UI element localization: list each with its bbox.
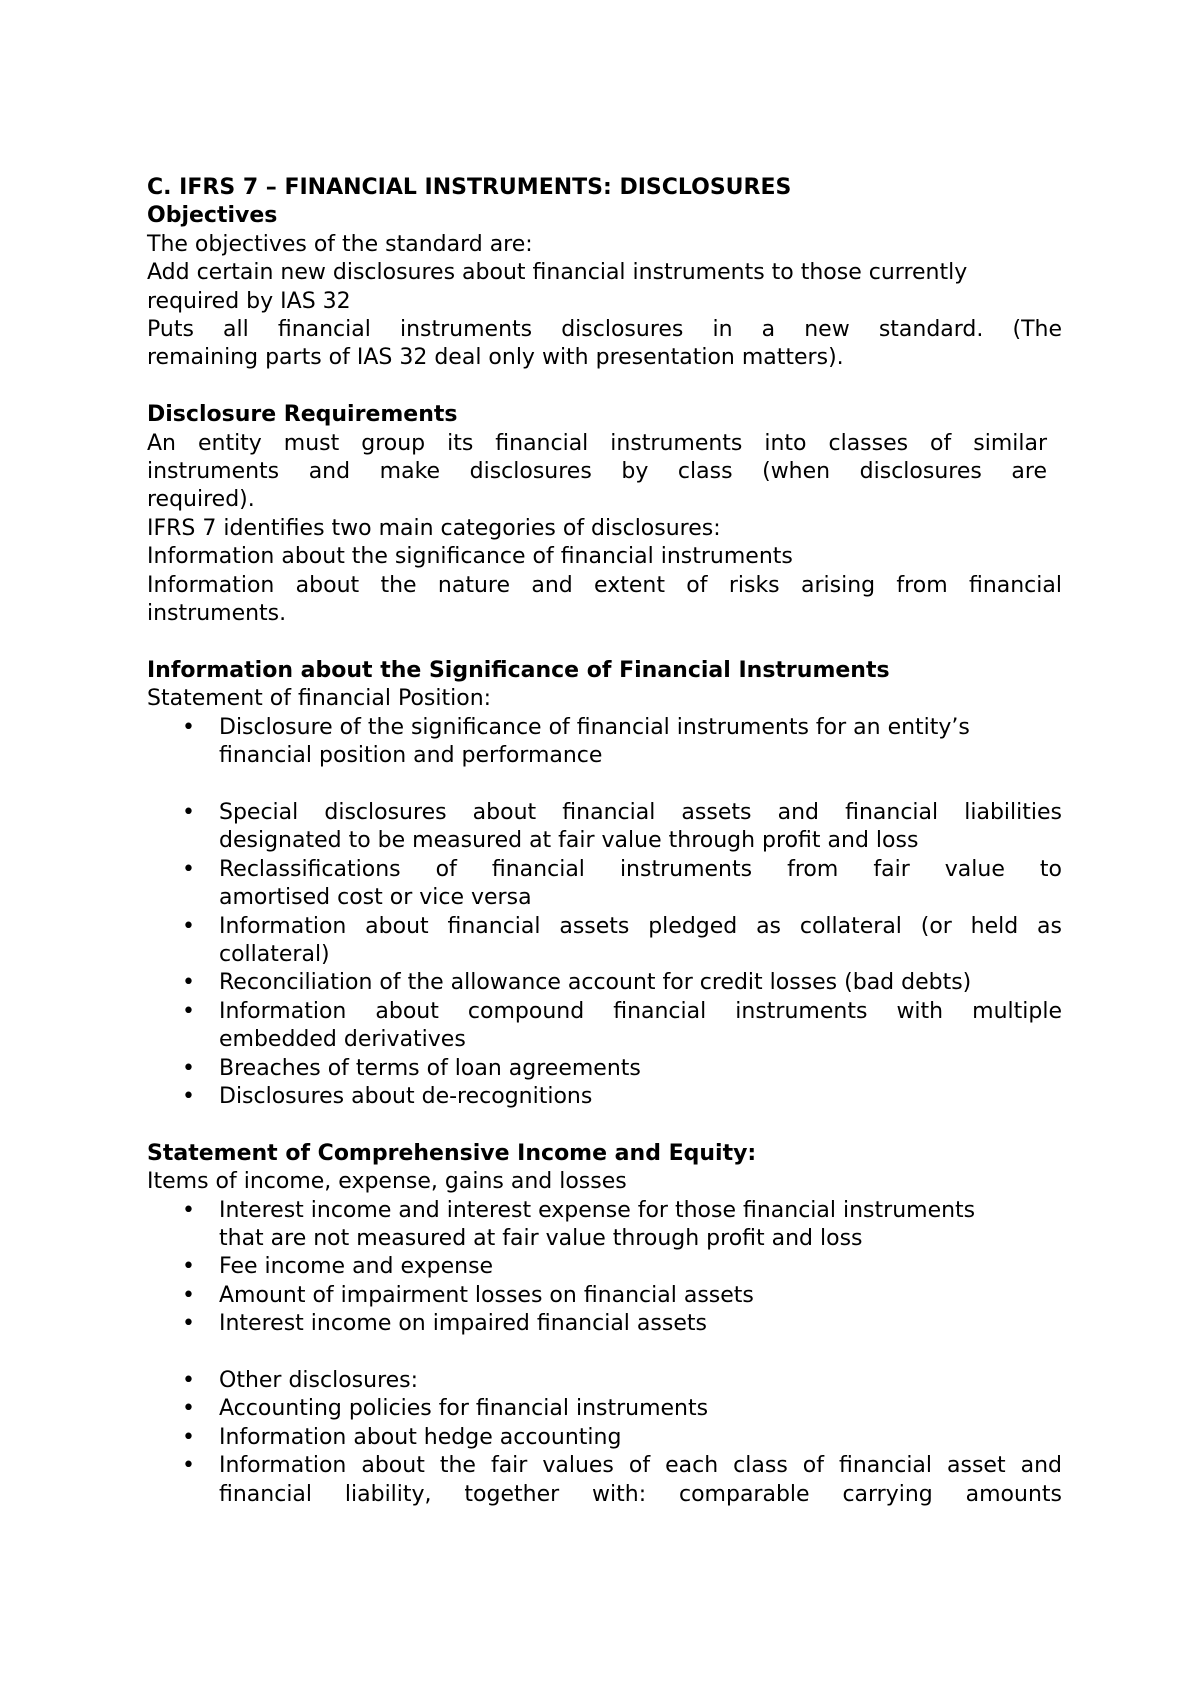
list-item xyxy=(147,1367,1062,1395)
bullet-icon: • xyxy=(182,1453,195,1479)
disclosure-line: Information about the significance of financial instruments xyxy=(147,544,793,570)
list-item-text: Interest income on impaired financial assets xyxy=(219,1311,707,1337)
disclosure-heading: Disclosure Requirements xyxy=(147,402,458,428)
bullet-icon: • xyxy=(182,714,195,740)
list-item-text: amortised cost or vice versa xyxy=(219,885,532,911)
bullet-icon: • xyxy=(182,1282,195,1308)
objectives-line: Add certain new disclosures about financial instruments to those currently xyxy=(147,260,968,286)
bullet-icon: • xyxy=(182,856,195,882)
list-item-text: Fee income and expense xyxy=(219,1254,494,1280)
bullet-icon: • xyxy=(182,913,195,939)
list-item-text: Amount of impairment losses on financial assets xyxy=(219,1282,754,1308)
other-disclosures-list xyxy=(147,1367,1062,1509)
bullet-icon: • xyxy=(182,1254,195,1280)
list-item xyxy=(147,1282,1062,1310)
list-item-text: collateral) xyxy=(219,941,330,967)
list-item xyxy=(147,1083,1062,1111)
list-item-text: Information about compound financial instruments with multiple xyxy=(219,998,1062,1024)
objectives-section xyxy=(147,202,1062,372)
list-item-text: Disclosures about de-recognitions xyxy=(219,1083,593,1109)
list-item-text: financial liability, together with: comparable carrying amounts xyxy=(219,1481,1062,1507)
disclosure-line: IFRS 7 identifies two main categories of disclosures: xyxy=(147,515,721,541)
bullet-icon: • xyxy=(182,998,195,1024)
significance-list xyxy=(147,799,1062,1111)
income-section xyxy=(147,1140,1062,1509)
income-list xyxy=(147,1197,1062,1339)
bullet-icon: • xyxy=(182,970,195,996)
income-subheading: Items of income, expense, gains and losses xyxy=(147,1169,627,1195)
disclosure-line: required). xyxy=(147,487,255,513)
list-item xyxy=(147,1452,1062,1509)
list-item-text: Information about the fair values of each class of financial asset and xyxy=(219,1453,1062,1479)
significance-section xyxy=(147,657,1062,1111)
disclosure-requirements-section xyxy=(147,401,1062,628)
objectives-line: Puts all financial instruments disclosures in a new standard. (The xyxy=(147,317,1062,343)
list-item-text: Breaches of terms of loan agreements xyxy=(219,1055,641,1081)
list-item-text: Information about financial assets pledged as collateral (or held as xyxy=(219,913,1062,939)
spacer xyxy=(147,628,1062,656)
list-item xyxy=(147,969,1062,997)
disclosure-line: An entity must group its financial instruments into classes of similar xyxy=(147,430,1047,456)
list-item-text: Reconciliation of the allowance account for credit losses (bad debts) xyxy=(219,970,972,996)
objectives-line: remaining parts of IAS 32 deal only with presentation matters). xyxy=(147,345,844,371)
disclosure-line: Information about the nature and extent of risks arising from financial xyxy=(147,572,1062,598)
spacer xyxy=(147,373,1062,401)
list-item xyxy=(147,1055,1062,1083)
income-heading: Statement of Comprehensive Income and Equity: xyxy=(147,1140,757,1166)
objectives-intro: The objectives of the standard are: xyxy=(147,231,533,257)
significance-list xyxy=(147,714,1062,771)
list-item-text: embedded derivatives xyxy=(219,1027,466,1053)
list-item xyxy=(147,799,1062,856)
list-item-text: Accounting policies for financial instruments xyxy=(219,1396,709,1422)
document-title: C. IFRS 7 – FINANCIAL INSTRUMENTS: DISCLOSURES xyxy=(147,175,792,200)
list-item-text: Other disclosures: xyxy=(219,1367,419,1393)
spacer xyxy=(147,771,1062,799)
bullet-icon: • xyxy=(182,799,195,825)
list-item-text: Special disclosures about financial assets and financial liabilities xyxy=(219,799,1062,825)
bullet-icon: • xyxy=(182,1055,195,1081)
objectives-heading: Objectives xyxy=(147,203,278,229)
bullet-icon: • xyxy=(182,1424,195,1450)
list-item xyxy=(147,856,1062,913)
bullet-icon: • xyxy=(182,1311,195,1337)
significance-heading: Information about the Significance of Financial Instruments xyxy=(147,657,890,683)
spacer xyxy=(147,1339,1062,1367)
bullet-icon: • xyxy=(182,1197,195,1223)
list-item xyxy=(147,714,1062,771)
list-item-text: Interest income and interest expense for those financial instruments xyxy=(219,1197,976,1223)
disclosure-line: instruments and make disclosures by class (when disclosures are xyxy=(147,459,1047,485)
bullet-icon: • xyxy=(182,1083,195,1109)
list-item xyxy=(147,1424,1062,1452)
document-page xyxy=(147,174,1062,1509)
list-item xyxy=(147,1197,1062,1254)
list-item xyxy=(147,913,1062,970)
bullet-icon: • xyxy=(182,1396,195,1422)
list-item-text: financial position and performance xyxy=(219,743,603,769)
list-item-text: Information about hedge accounting xyxy=(219,1424,622,1450)
significance-subheading: Statement of financial Position: xyxy=(147,686,492,712)
list-item-text: Reclassifications of financial instruments from fair value to xyxy=(219,856,1062,882)
objectives-line: required by IAS 32 xyxy=(147,288,351,314)
list-item xyxy=(147,1310,1062,1338)
spacer xyxy=(147,1111,1062,1139)
list-item xyxy=(147,1395,1062,1423)
list-item xyxy=(147,1253,1062,1281)
bullet-icon: • xyxy=(182,1367,195,1393)
list-item-text: Disclosure of the significance of financial instruments for an entity’s xyxy=(219,714,970,740)
list-item-text: that are not measured at fair value through profit and loss xyxy=(219,1225,863,1251)
list-item-text: designated to be measured at fair value through profit and loss xyxy=(219,828,919,854)
list-item xyxy=(147,998,1062,1055)
disclosure-line: instruments. xyxy=(147,601,287,627)
